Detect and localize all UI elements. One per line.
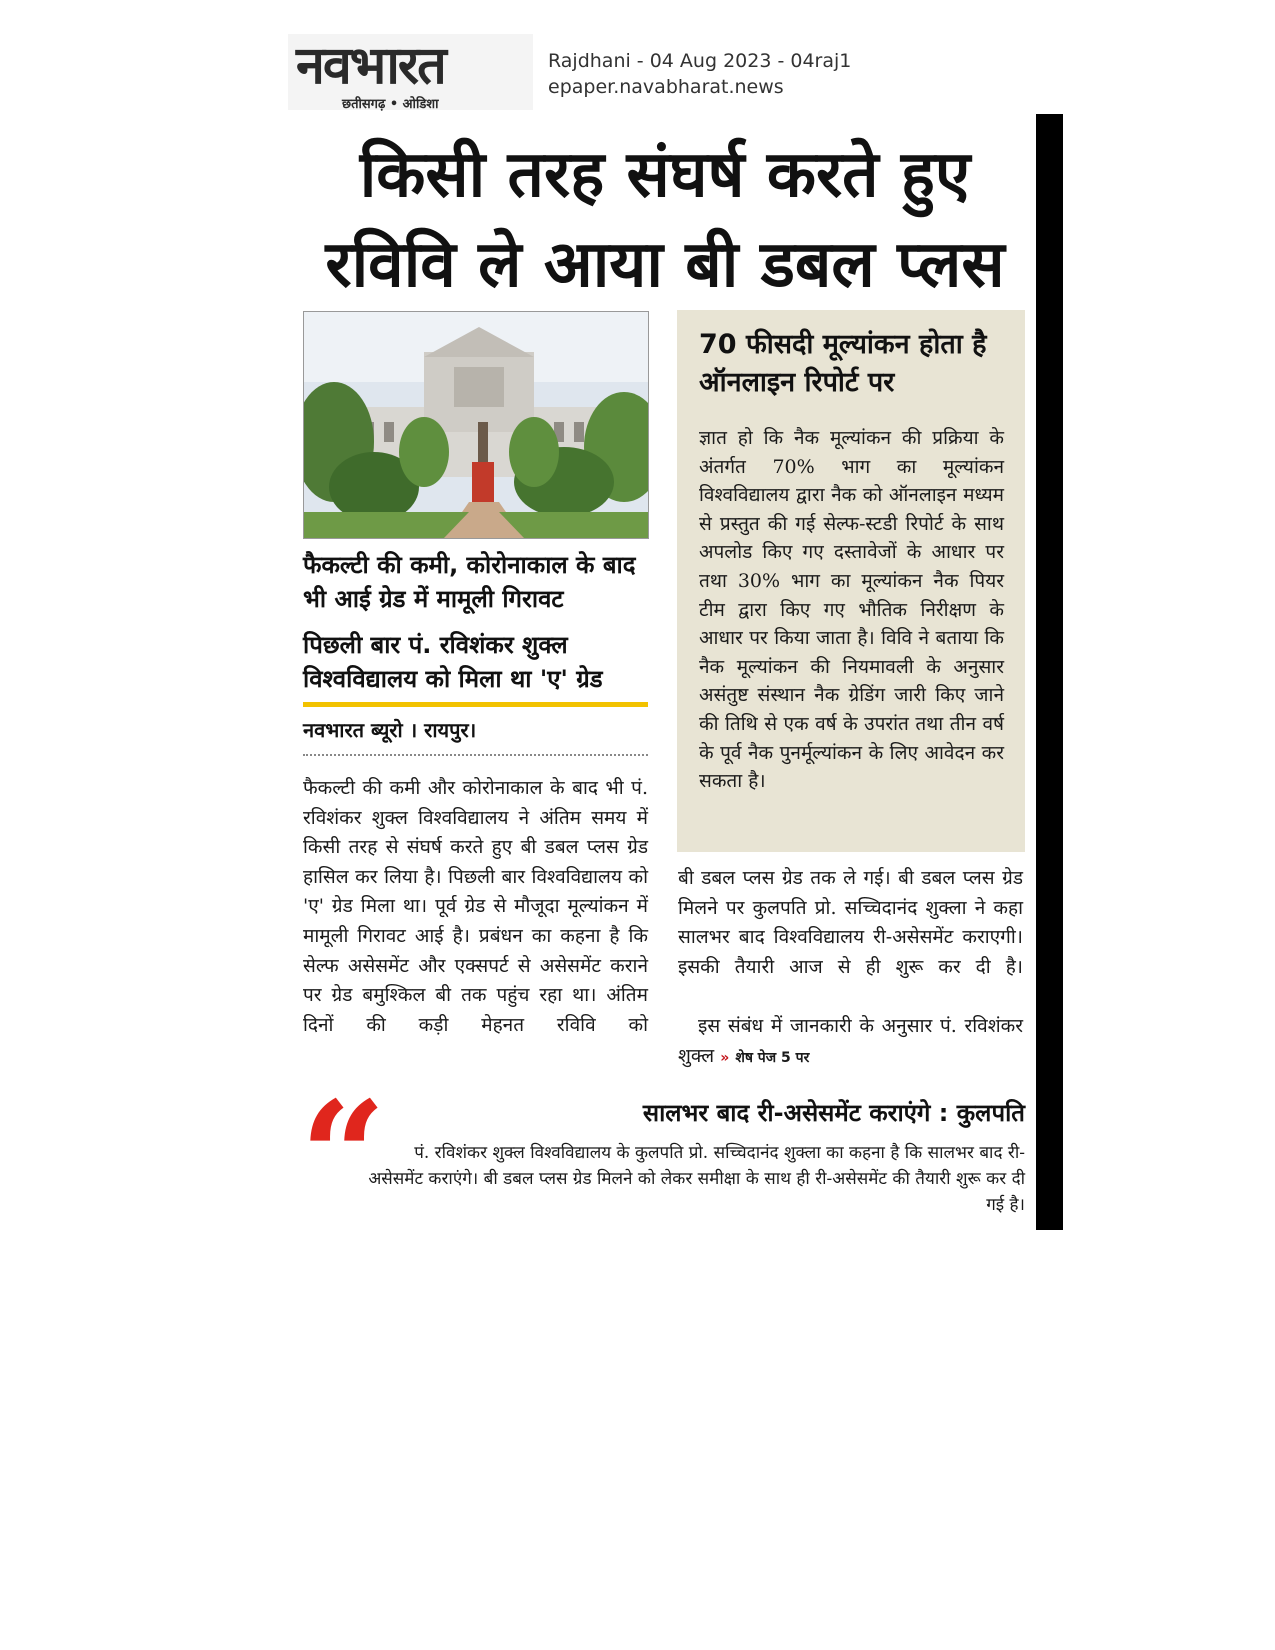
divider: [303, 754, 648, 756]
edition-info: [548, 48, 851, 100]
subhead-previous-grade: पिछली बार पं. रविशंकर शुक्ल विश्वविद्यालय को मिला था 'ए' ग्रेड: [303, 631, 603, 693]
newspaper-logo: [288, 34, 533, 110]
quote-body: पं. रविशंकर शुक्ल विश्वविद्यालय के कुलपति प्रो. सच्चिदानंद शुक्ला का कहना है कि सालभर बाद री-असेसमेंट कराएंगे। बी डबल प्लस ग्रेड मिलने को लेकर समीक्षा के साथ ही री-असेसमेंट की तैयारी शुरू कर दी गई है।: [368, 1143, 1025, 1215]
byline: नवभारत ब्यूरो । रायपुर।: [303, 718, 477, 742]
logo-region: छतीसगढ़ • ओडिशा: [342, 97, 439, 112]
logo-wordmark: नवभारत: [296, 36, 445, 96]
article-headline: [300, 130, 1030, 310]
info-box-body: ज्ञात हो कि नैक मूल्यांकन की प्रक्रिया के अंतर्गत 70% भाग का मूल्यांकन विश्वविद्यालय द्वारा नैक को ऑनलाइन मध्यम से प्रस्तुत की गई सेल्फ-स्टडी रिपोर्ट के साथ अपलोड किए गए दस्तावेजों के आधार पर तथा 30% भाग का मूल्यांकन नैक पियर टीम द्वारा किए गए भौतिक निरीक्षण के आधार पर किया जाता है। विवि ने बताया कि नैक मूल्यांकन की नियमावली के अनुसार असंतुष्ट संस्थान नैक ग्रेडिंग जारी किए जाने की तिथि से एक वर्ष के उपरांत तथा तीन वर्ष के पूर्व नैक पुनर्मूल्यांकन के लिए आवेदन कर सकता है।: [699, 427, 1004, 793]
article-body-right-tail: इस संबंध में जानकारी के अनुसार पं. रविशंकर शुक्ल: [678, 1015, 1023, 1067]
accent-rule: [303, 702, 648, 707]
edition-line: Rajdhani - 04 Aug 2023 - 04raj1: [548, 50, 852, 72]
article-body-left: फैकल्टी की कमी और कोरोनाकाल के बाद भी पं. रविशंकर शुक्ल विश्वविद्यालय ने अंतिम समय में किसी तरह से संघर्ष करते हुए बी डबल प्लस ग्रेड हासिल कर लिया है। पिछली बार विश्वविद्यालय को 'ए' ग्रेड मिला था। पूर्व ग्रेड से मौजूदा मूल्यांकन में मामूली गिरावट आई है। प्रबंधन का कहना है कि सेल्फ असेसमेंट और एक्सपर्ट से असेसमेंट कराने पर ग्रेड बमुश्किल बी तक पहुंच रहा था। अंतिम दिनों की कड़ी मेहनत रविवि को: [303, 777, 648, 1036]
continued-arrow-icon: »: [720, 1049, 730, 1066]
photo-illustration: [304, 312, 648, 538]
headline-line-2: रविवि ले आया बी डबल प्लस: [325, 228, 1005, 302]
continued-note: शेष पेज 5 पर: [735, 1049, 810, 1066]
info-box: [677, 310, 1025, 852]
headline-line-1: किसी तरह संघर्ष करते हुए: [359, 138, 971, 212]
quote-title: सालभर बाद री-असेसमेंट कराएंगे : कुलपति: [642, 1099, 1025, 1127]
article-body-right-continued: [678, 1012, 1023, 1073]
article-body-right: बी डबल प्लस ग्रेड तक ले गई। बी डबल प्लस ग्रेड मिलने पर कुलपति प्रो. सच्चिदानंद शुक्ला ने कहा सालभर बाद विश्वविद्यालय री-असेसमेंट कराएगी। इसकी तैयारी आज से ही शुरू कर दी है।: [678, 867, 1023, 978]
site-url: epaper.navabharat.news: [548, 76, 784, 98]
info-box-title: 70 फीसदी मूल्यांकन होता है ऑनलाइन रिपोर्ट पर: [699, 329, 987, 398]
university-building-photo: [303, 311, 649, 539]
subhead-faculty-shortage: फैकल्टी की कमी, कोरोनाकाल के बाद भी आई ग्रेड में मामूली गिरावट: [303, 551, 636, 613]
quote-mark-icon: “: [300, 1069, 387, 1245]
page-edge-rule: [1036, 114, 1063, 1230]
